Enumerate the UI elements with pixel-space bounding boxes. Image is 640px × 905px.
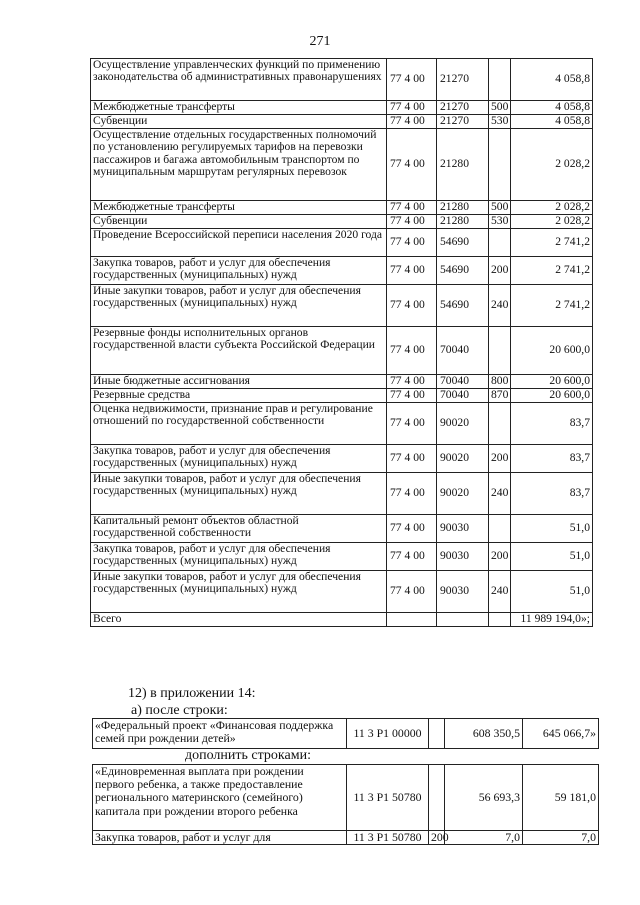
table-row [91, 59, 593, 101]
direction-code: 21270 [437, 115, 489, 129]
table-row [91, 129, 593, 201]
amount: 4 058,8 [511, 59, 593, 101]
row-name: «Федеральный проект «Финансовая поддержка семей при рождении детей» [93, 719, 347, 749]
row-name: Межбюджетные трансферты [91, 201, 387, 215]
amount: 2 741,2 [511, 229, 593, 257]
section-heading: 12) в приложении 14: [128, 686, 256, 701]
program-code: 77 4 00 [387, 445, 437, 473]
row-name: Иные бюджетные ассигнования [91, 375, 387, 389]
program-code: 77 4 00 [387, 327, 437, 375]
direction-code: 21270 [437, 101, 489, 115]
program-code: 77 4 00 [387, 543, 437, 571]
amount: 83,7 [511, 445, 593, 473]
after-row-table [92, 718, 599, 749]
amount-year-2: 7,0 [523, 831, 599, 845]
row-name: Закупка товаров, работ и услуг для обеспечения государственных (муниципальных) нужд [91, 257, 387, 285]
expense-type: 200 [489, 257, 511, 285]
direction-code: 90030 [437, 543, 489, 571]
amount: 51,0 [511, 543, 593, 571]
direction-code: 54690 [437, 285, 489, 327]
classification-code: 11 3 P1 50780 [347, 765, 429, 831]
direction-code: 90020 [437, 445, 489, 473]
classification-code: 11 3 P1 50780 [347, 831, 429, 845]
direction-code: 21280 [437, 129, 489, 201]
program-code: 77 4 00 [387, 115, 437, 129]
table-row [91, 257, 593, 285]
direction-code: 70040 [437, 375, 489, 389]
table-row [91, 115, 593, 129]
program-code [387, 613, 437, 627]
direction-code: 21270 [437, 59, 489, 101]
row-name: Осуществление управленческих функций по применению законодательства об административных правонарушениях [91, 59, 387, 101]
program-code: 77 4 00 [387, 403, 437, 445]
row-name: Субвенции [91, 215, 387, 229]
amount-year-2: 59 181,0 [523, 765, 599, 831]
page-number: 271 [309, 34, 331, 49]
table-row [91, 101, 593, 115]
expense-type: 500 [489, 201, 511, 215]
expense-type: 200 [489, 543, 511, 571]
table-row [91, 403, 593, 445]
program-code: 77 4 00 [387, 285, 437, 327]
amount: 20 600,0 [511, 389, 593, 403]
expense-type [489, 515, 511, 543]
amount: 51,0 [511, 515, 593, 543]
expense-type [489, 327, 511, 375]
row-name: Межбюджетные трансферты [91, 101, 387, 115]
expense-type: 200 [489, 445, 511, 473]
row-name: Оценка недвижимости, признание прав и регулирование отношений по государственной собственности [91, 403, 387, 445]
direction-code: 70040 [437, 389, 489, 403]
expense-type: 870 [489, 389, 511, 403]
amount-year-1: 608 350,5 [445, 719, 523, 749]
program-code: 77 4 00 [387, 375, 437, 389]
program-code: 77 4 00 [387, 215, 437, 229]
program-code: 77 4 00 [387, 389, 437, 403]
expense-type [489, 129, 511, 201]
expense-type [489, 613, 511, 627]
row-name: Иные закупки товаров, работ и услуг для обеспечения государственных (муниципальных) нужд [91, 473, 387, 515]
direction-code: 21280 [437, 215, 489, 229]
amount-year-1: 7,0 [445, 831, 523, 845]
expense-type [429, 765, 445, 831]
classification-code: 11 3 P1 00000 [347, 719, 429, 749]
expense-type: 530 [489, 215, 511, 229]
amount: 4 058,8 [511, 101, 593, 115]
row-name: Проведение Всероссийской переписи населения 2020 года [91, 229, 387, 257]
expense-type: 500 [489, 101, 511, 115]
table-row [91, 201, 593, 215]
expense-type: 240 [489, 473, 511, 515]
expense-type: 800 [489, 375, 511, 389]
expense-type: 240 [489, 285, 511, 327]
table-row [91, 229, 593, 257]
program-code: 77 4 00 [387, 257, 437, 285]
amount: 11 989 194,0»; [511, 613, 593, 627]
program-code: 77 4 00 [387, 473, 437, 515]
program-code: 77 4 00 [387, 201, 437, 215]
direction-code: 54690 [437, 257, 489, 285]
row-name: Субвенции [91, 115, 387, 129]
amount: 83,7 [511, 403, 593, 445]
table-row [91, 375, 593, 389]
after-line-label: а) после строки: [131, 703, 228, 718]
table-row [93, 831, 599, 845]
direction-code [437, 613, 489, 627]
program-code: 77 4 00 [387, 129, 437, 201]
row-name: Резервные фонды исполнительных органов государственной власти субъекта Российской Федерации [91, 327, 387, 375]
expense-type [489, 229, 511, 257]
program-code: 77 4 00 [387, 229, 437, 257]
amount: 83,7 [511, 473, 593, 515]
table-row [91, 215, 593, 229]
row-name: Осуществление отдельных государственных полномочий по установлению регулируемых тарифов на перевозки пассажиров и багажа автомобильным транспортом по муниципальным маршрутам регулярных перевозок [91, 129, 387, 201]
row-name: Иные закупки товаров, работ и услуг для обеспечения государственных (муниципальных) нужд [91, 285, 387, 327]
table-row [91, 473, 593, 515]
table-row [91, 285, 593, 327]
row-name: Закупка товаров, работ и услуг для обеспечения государственных (муниципальных) нужд [91, 445, 387, 473]
amount: 20 600,0 [511, 375, 593, 389]
row-name: Закупка товаров, работ и услуг для обеспечения государственных (муниципальных) нужд [91, 543, 387, 571]
amount: 20 600,0 [511, 327, 593, 375]
direction-code: 70040 [437, 327, 489, 375]
table-row [91, 613, 593, 627]
direction-code: 54690 [437, 229, 489, 257]
table-row [91, 515, 593, 543]
amount: 2 028,2 [511, 201, 593, 215]
add-rows-table [92, 764, 599, 845]
row-name: Капитальный ремонт объектов областной государственной собственности [91, 515, 387, 543]
amount-year-1: 56 693,3 [445, 765, 523, 831]
amount: 2 028,2 [511, 129, 593, 201]
row-name: Резервные средства [91, 389, 387, 403]
table-row [91, 543, 593, 571]
amount: 2 741,2 [511, 257, 593, 285]
direction-code: 90030 [437, 571, 489, 613]
expense-type: 200 [429, 831, 445, 845]
row-name: Закупка товаров, работ и услуг для [93, 831, 347, 845]
row-name: «Единовременная выплата при рождении первого ребенка, а также предоставление регионального материнского (семейного) капитала при рождении второго ребенка [93, 765, 347, 831]
table-row [91, 327, 593, 375]
table-row [93, 719, 599, 749]
amount: 2 028,2 [511, 215, 593, 229]
program-code: 77 4 00 [387, 101, 437, 115]
direction-code: 21280 [437, 201, 489, 215]
program-code: 77 4 00 [387, 515, 437, 543]
expense-type [429, 719, 445, 749]
direction-code: 90020 [437, 403, 489, 445]
program-code: 77 4 00 [387, 59, 437, 101]
direction-code: 90030 [437, 515, 489, 543]
expense-type: 530 [489, 115, 511, 129]
expense-type [489, 59, 511, 101]
amount: 51,0 [511, 571, 593, 613]
add-rows-label: дополнить строками: [185, 748, 311, 763]
amount: 4 058,8 [511, 115, 593, 129]
direction-code: 90020 [437, 473, 489, 515]
table-row [91, 445, 593, 473]
amount: 2 741,2 [511, 285, 593, 327]
row-name: Иные закупки товаров, работ и услуг для обеспечения государственных (муниципальных) нужд [91, 571, 387, 613]
budget-table [90, 58, 593, 627]
expense-type [489, 403, 511, 445]
table-row [93, 765, 599, 831]
table-row [91, 389, 593, 403]
table-row [91, 571, 593, 613]
amount-year-2: 645 066,7» [523, 719, 599, 749]
expense-type: 240 [489, 571, 511, 613]
program-code: 77 4 00 [387, 571, 437, 613]
row-name: Всего [91, 613, 387, 627]
